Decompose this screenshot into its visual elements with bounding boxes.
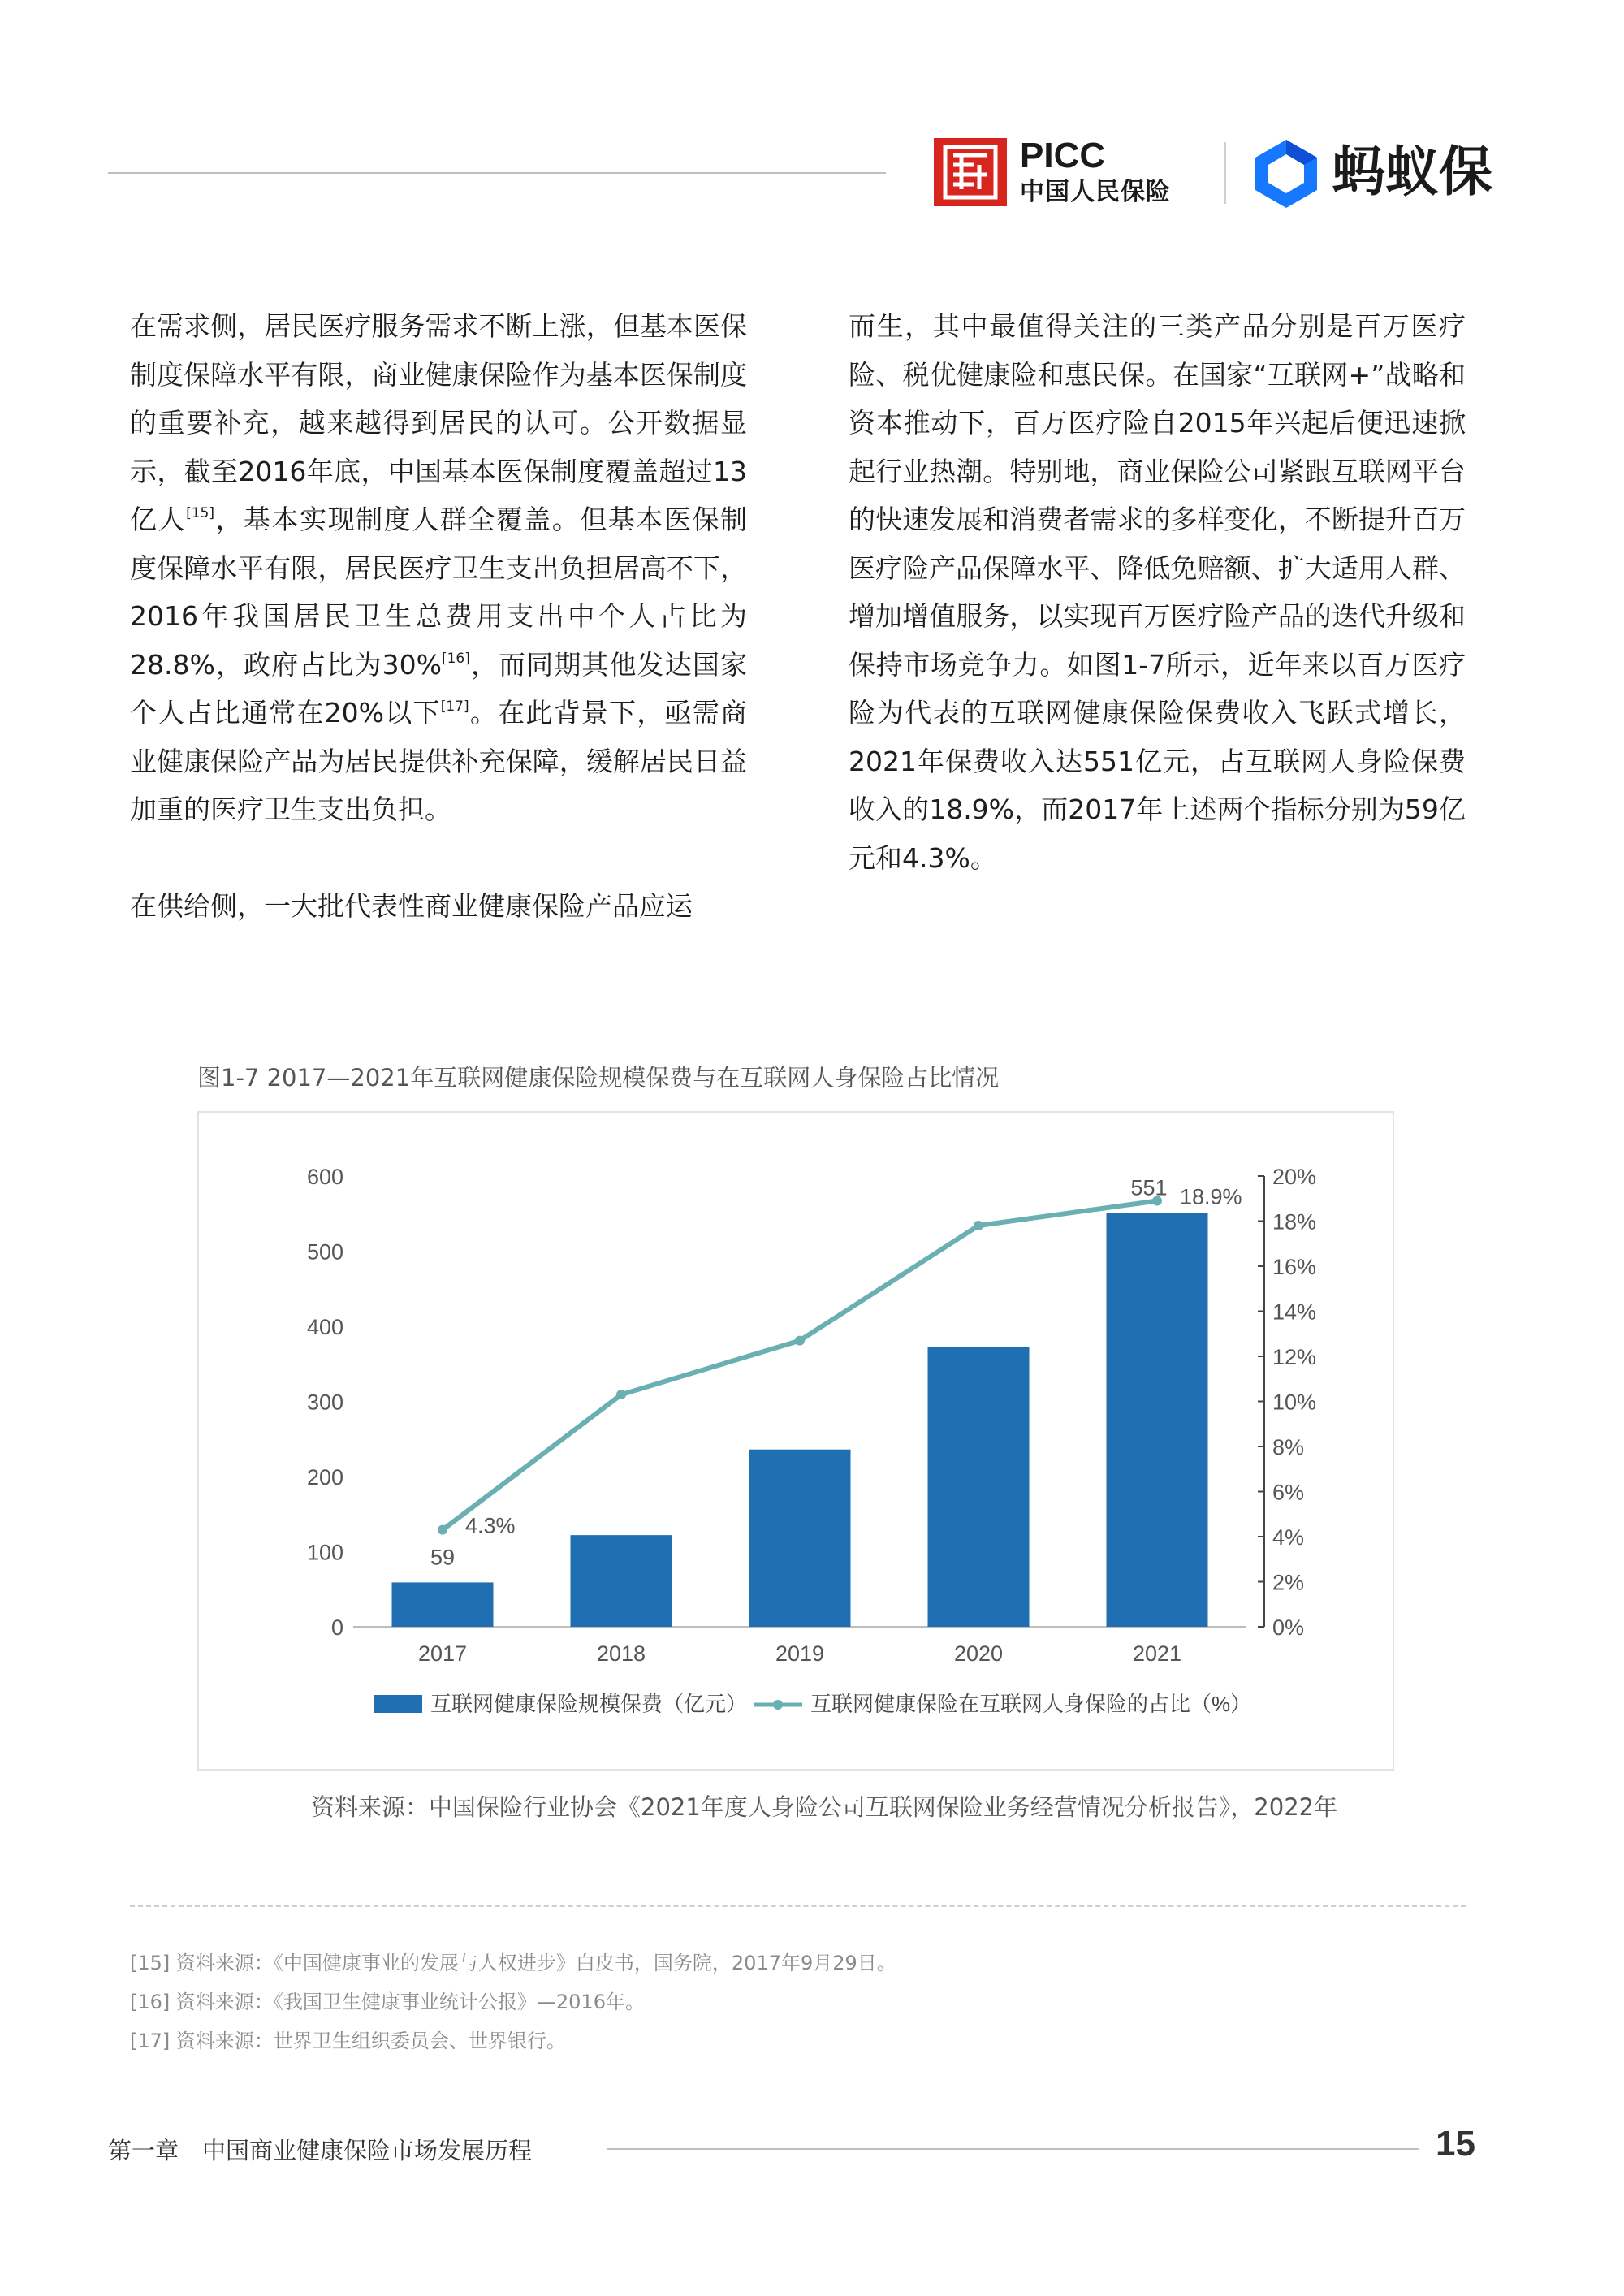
y-left-tick-label: 500	[306, 1239, 343, 1265]
mayi-wordmark: 蚂蚁保	[1332, 141, 1492, 203]
bar-label-last: 551	[1130, 1175, 1168, 1200]
paragraph-supply: 在供给侧，一大批代表性商业健康保险产品应运	[130, 889, 693, 922]
x-tick-label: 2018	[596, 1641, 646, 1666]
footnote-16: [16] 资料来源：《我国卫生健康事业统计公报》—2016年。	[130, 1991, 645, 2013]
y-right-tick-label: 4%	[1272, 1525, 1305, 1550]
seal-icon	[942, 144, 999, 201]
legend-line-label: 互联网健康保险在互联网人身保险的占比（%）	[810, 1692, 1252, 1716]
legend-bar-swatch	[374, 1695, 422, 1713]
chapter-title: 第一章 中国商业健康保险市场发展历程	[108, 2137, 533, 2164]
line-label-first: 4.3%	[465, 1513, 516, 1538]
footnote-15: [15] 资料来源：《中国健康事业的发展与人权进步》白皮书，国务院，2017年9月29日。	[130, 1952, 896, 1974]
y-right-tick-label: 16%	[1272, 1255, 1317, 1279]
x-tick-label: 2020	[953, 1641, 1004, 1666]
y-right-tick-label: 10%	[1272, 1390, 1317, 1415]
line-label-last: 18.9%	[1180, 1184, 1242, 1209]
y-right-tick-label: 12%	[1272, 1345, 1317, 1369]
bar-2017	[392, 1582, 494, 1627]
x-tick-label: 2017	[417, 1641, 468, 1666]
bar-2020	[928, 1347, 1030, 1627]
logo-divider	[1224, 142, 1226, 204]
legend-line-marker	[773, 1700, 783, 1710]
text-span: ，基本实现制度人群全覆盖。但基本医保制度保障水平有限，居民医疗卫生支出负担居高不下，2016年我国居民卫生总费用支出中个人占比为28.8%，政府占比为30%	[130, 504, 748, 681]
page-number: 15	[1436, 2124, 1475, 2164]
text-span: 。在此背景下，亟需商业健康保险产品为居民提供补充保障，缓解居民日益加重的医疗卫生支出负担。	[130, 697, 747, 825]
picc-cn: 中国人民保险	[1020, 178, 1171, 206]
footnote-17: [17] 资料来源：世界卫生组织委员会、世界银行。	[130, 2030, 566, 2052]
header-rule	[108, 172, 886, 174]
y-left-tick-label: 100	[306, 1540, 343, 1565]
y-right-tick-label: 6%	[1272, 1480, 1305, 1505]
chart-source: 资料来源：中国保险行业协会《2021年度人身险公司互联网保险业务经营情况分析报告》，2022年	[311, 1793, 1338, 1821]
y-left-tick-label: 200	[306, 1465, 343, 1490]
footer-rule	[607, 2148, 1419, 2150]
x-tick-label: 2019	[775, 1641, 825, 1666]
paragraph-supply-cont: 而生，其中最值得关注的三类产品分别是百万医疗险、税优健康险和惠民保。在国家“互联网+”战略和资本推动下，百万医疗险自2015年兴起后便迅速掀起行业热潮。特别地，商业保险公司紧跟互联网平台的快速发展和消费者需求的多样变化，不断提升百万医疗险产品保障水平、降低免赔额、扩大适用人群、增加增值服务，以实现百万医疗险产品的迭代升级和保持市场竞争力。如图1-7所示，近年来以百万医疗险为代表的互联网健康保险保费收入飞跃式增长，2021年保费收入达551亿元，占互联网人身险保费收入的18.9%，而2017年上述两个指标分别为59亿元和4.3%。	[849, 310, 1466, 874]
share-point-2017	[438, 1525, 447, 1535]
text-span: ，而同期其他发达国家个人占比通常在20%以下	[130, 648, 747, 729]
y-right-tick-label: 14%	[1272, 1299, 1317, 1325]
chart-frame	[197, 1111, 1394, 1771]
y-right-tick-label: 8%	[1272, 1435, 1305, 1459]
combo-chart	[199, 1113, 1393, 1769]
bar-label-first: 59	[430, 1545, 456, 1570]
y-left-tick-label: 600	[306, 1165, 343, 1189]
footnote-divider	[130, 1905, 1466, 1907]
footnote-ref: [17]	[440, 698, 469, 715]
y-right-tick-label: 2%	[1272, 1570, 1305, 1595]
legend-bar-label: 互联网健康保险规模保费（亿元）	[430, 1692, 748, 1716]
picc-en: PICC	[1020, 136, 1106, 175]
y-left-tick-label: 0	[330, 1615, 343, 1640]
footnotes	[130, 1944, 896, 2060]
text-span: 在需求侧，居民医疗服务需求不断上涨，但基本医保制度保障水平有限，商业健康保险作为基本医保制度的重要补充，越来越得到居民的认可。公开数据显示，截至2016年底，中国基本医保制度覆盖超过13亿人	[130, 310, 747, 535]
y-right-tick-label: 0%	[1272, 1615, 1305, 1640]
y-right-tick-label: 20%	[1272, 1165, 1317, 1189]
paragraph-demand	[130, 302, 747, 834]
right-column	[849, 302, 1466, 882]
y-left-tick-label: 300	[306, 1390, 343, 1415]
picc-seal-logo	[934, 138, 1007, 206]
left-column	[130, 302, 747, 930]
footnote-ref: [16]	[441, 650, 470, 667]
y-left-tick-label: 400	[306, 1315, 343, 1339]
bar-2019	[749, 1450, 851, 1627]
bar-2018	[571, 1535, 672, 1627]
mayi-logo-icon	[1250, 136, 1322, 211]
picc-wordmark	[1020, 138, 1171, 205]
footnote-ref: [15]	[186, 505, 214, 521]
chart-caption: 图1-7 2017—2021年互联网健康保险规模保费与在互联网人身保险占比情况	[197, 1064, 1000, 1092]
x-tick-label: 2021	[1132, 1641, 1182, 1666]
share-point-2020	[974, 1221, 983, 1230]
y-right-tick-label: 18%	[1272, 1209, 1317, 1234]
share-point-2019	[795, 1336, 805, 1346]
bar-2021	[1107, 1213, 1208, 1627]
share-point-2018	[616, 1390, 626, 1399]
